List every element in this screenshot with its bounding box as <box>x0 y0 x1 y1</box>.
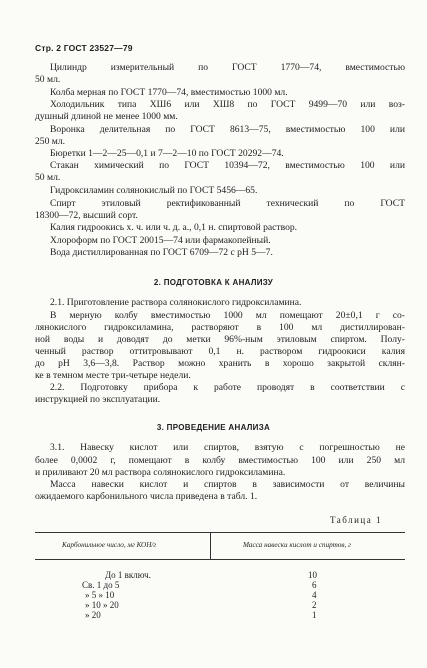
paragraph-line: инструкцией по эксплуатации. <box>35 394 161 405</box>
equipment-line: 50 мл. <box>35 172 61 183</box>
table-cell-mass: 2 <box>312 600 317 610</box>
table-column-divider <box>210 533 211 559</box>
paragraph-line: ожидаемого карбонильного числа приведена в табл. 1. <box>35 491 258 502</box>
paragraph-line: ченный раствор оттитровывают 0,1 н. раствором гидроокиси калия <box>35 346 405 357</box>
equipment-line: Бюретки 1—2—25—0,1 и 7—2—10 по ГОСТ 20292—74. <box>50 148 284 159</box>
page-header: Стр. 2 ГОСТ 23527—79 <box>35 43 133 53</box>
table-header-col1: Карбонильное число, мг КОН/г <box>62 541 157 549</box>
equipment-line: 250 мл. <box>35 136 66 147</box>
paragraph-line: 3.1. Навеску кислот или спиртов, взятую с погрешностью не <box>50 442 405 453</box>
paragraph-line: ке в темном месте три-четыре недели. <box>35 370 191 381</box>
equipment-line: Калия гидроокись х. ч. или ч. д. а., 0,1 н. спиртовой раствор. <box>50 222 298 233</box>
equipment-line: 50 мл. <box>35 74 61 85</box>
table-cell-range: » 5 » 10 <box>85 590 115 600</box>
paragraph-line: лянокислого гидроксиламина, растворяют в 100 мл дистиллирован- <box>35 322 405 333</box>
paragraph-line: Масса навески кислот и спиртов в зависимости от величины <box>50 479 405 490</box>
table-cell-range: До 1 включ. <box>105 570 151 580</box>
paragraph-line: более 0,0002 г, помещают в колбу вместимостью 100 или 250 мл <box>35 455 405 466</box>
table-cell-range: » 10 » 20 <box>85 600 119 610</box>
equipment-line: Воронка делительная по ГОСТ 8613—75, вместимостью 100 или <box>50 124 405 135</box>
paragraph-line: В мерную колбу вместимостью 1000 мл помещают 20±0,1 г со- <box>50 310 405 321</box>
equipment-line: Спирт этиловый ректификованный технический по ГОСТ <box>50 198 405 209</box>
table-header-rule <box>35 559 405 560</box>
equipment-line: Цилиндр измерительный по ГОСТ 1770—74, вместимостью <box>50 62 405 73</box>
table-cell-mass: 6 <box>312 580 317 590</box>
table-cell-range: Св. 1 до 5 <box>82 580 120 590</box>
paragraph-line: до рН 3,6—3,8. Раствор можно хранить в хорошо закрытой склян- <box>35 358 405 369</box>
table-cell-mass: 1 <box>312 610 317 620</box>
equipment-line: душный длиной не менее 1000 мм. <box>35 111 178 122</box>
table-caption: Таблица 1 <box>330 515 382 525</box>
equipment-line: Хлороформ по ГОСТ 20015—74 или фармакопейный. <box>50 235 271 246</box>
paragraph-line: ной воды и доводят до метки 96%-ным этиловым спиртом. Полу- <box>35 334 405 345</box>
equipment-line: Вода дистиллированная по ГОСТ 6709—72 с рН 5—7. <box>50 247 273 258</box>
table-header-col2: Масса навески кислот и спиртов, г <box>243 541 351 549</box>
equipment-line: Гидроксиламин солянокислый по ГОСТ 5456—65. <box>50 185 258 196</box>
paragraph-line: и приливают 20 мл раствора солянокислого гидроксиламина. <box>35 467 286 478</box>
paragraph-line: 2.2. Подготовку прибора к работе проводят в соответствии с <box>50 382 405 393</box>
table-cell-mass: 10 <box>308 570 317 580</box>
table-top-rule <box>35 532 405 533</box>
table-cell-range: » 20 <box>85 610 101 620</box>
paragraph-line: 2.1. Приготовление раствора солянокислого гидроксиламина. <box>50 297 302 308</box>
section-heading: 2. ПОДГОТОВКА К АНАЛИЗУ <box>153 278 274 287</box>
section-heading: 3. ПРОВЕДЕНИЕ АНАЛИЗА <box>156 423 271 432</box>
equipment-line: Холодильник типа ХШ6 или ХШ8 по ГОСТ 9499—70 или воз- <box>50 99 405 110</box>
equipment-line: Колба мерная по ГОСТ 1770—74, вместимостью 1000 мл. <box>50 87 288 98</box>
table-cell-mass: 4 <box>312 590 317 600</box>
equipment-line: 18300—72, высший сорт. <box>35 210 138 221</box>
equipment-line: Стакан химический по ГОСТ 10394—72, вместимостью 100 или <box>50 160 405 171</box>
